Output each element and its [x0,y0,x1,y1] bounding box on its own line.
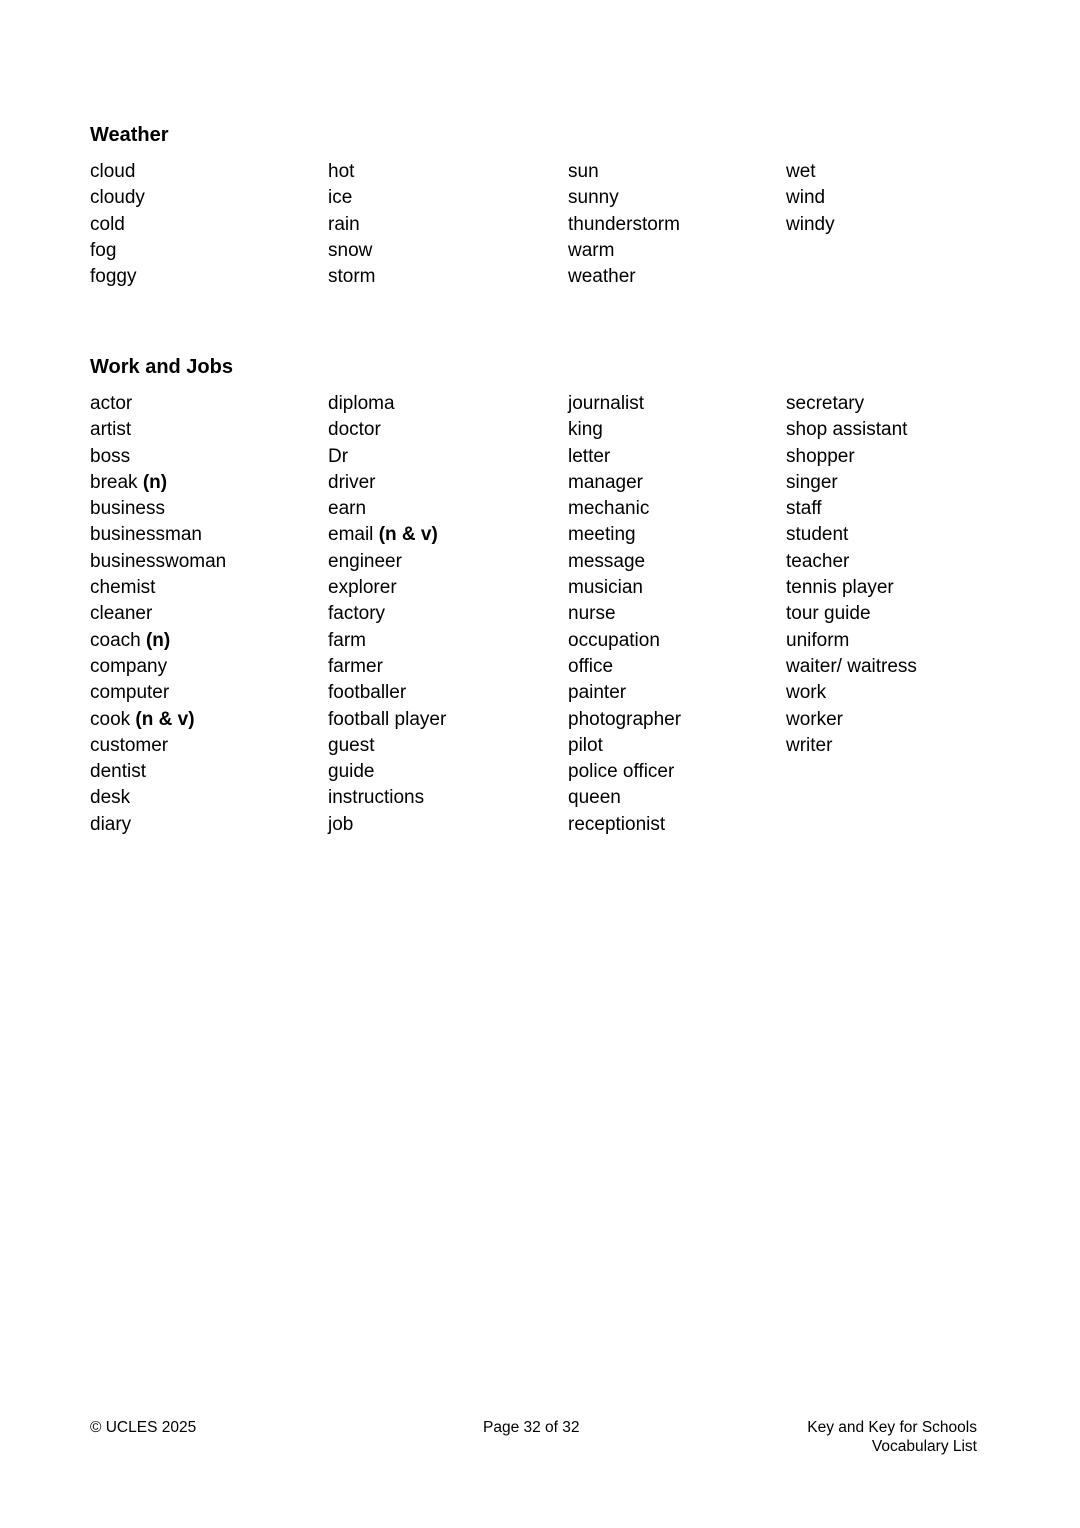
vocabulary-word: message [568,550,646,572]
vocabulary-word: pilot [568,734,603,756]
vocabulary-word: footballer [328,682,407,704]
part-of-speech-marker: (n) [142,471,168,493]
vocabulary-word: farm [328,629,366,651]
vocabulary-word: fog [90,239,117,261]
vocabulary-word: coach (n) [90,629,171,651]
vocabulary-word: boss [90,445,131,467]
vocabulary-word: writer [786,734,833,756]
vocabulary-word: snow [328,239,373,261]
vocabulary-word: student [786,524,849,546]
vocabulary-word: businessman [90,524,202,546]
section-title-weather: Weather [90,124,169,146]
footer-document-title-line-2: Vocabulary List [871,1438,977,1455]
vocabulary-word: sun [568,161,599,182]
vocabulary-word: musician [568,577,643,599]
vocabulary-word: email (n & v) [328,524,438,546]
vocabulary-word: business [90,498,165,520]
vocabulary-word: job [328,813,354,835]
footer-document-title-line-1: Key and Key for Schools [807,1419,977,1436]
vocabulary-word: mechanic [568,498,650,520]
vocabulary-word: customer [90,734,169,756]
vocabulary-word: teacher [786,550,850,572]
vocabulary-word: farmer [328,655,383,677]
footer-page-number: Page 32 of 32 [483,1419,580,1436]
vocabulary-word: sunny [568,187,619,209]
vocabulary-word: businesswoman [90,550,227,572]
vocabulary-word: tour guide [786,603,871,625]
vocabulary-word: wind [786,187,826,209]
vocabulary-word: worker [786,708,844,730]
vocabulary-word: factory [328,603,386,625]
vocabulary-word: shopper [786,445,855,467]
section-work-and-jobs [90,354,990,835]
vocabulary-word: weather [568,266,636,288]
vocabulary-word: queen [568,787,621,809]
vocabulary-word: cloudy [90,187,145,209]
vocabulary-word: shop assistant [786,419,908,441]
vocabulary-word: warm [568,239,615,261]
word-grid-work-and-jobs [90,391,990,835]
vocabulary-word: diploma [328,393,395,414]
vocabulary-word: police officer [568,761,675,783]
word-column-3 [568,159,680,290]
vocabulary-word: computer [90,682,170,704]
vocabulary-word: nurse [568,603,616,625]
vocabulary-word: secretary [786,393,865,414]
vocabulary-word: meeting [568,524,636,546]
vocabulary-word: king [568,419,603,441]
vocabulary-word: cleaner [90,603,153,625]
vocabulary-word: cold [90,213,125,235]
word-column-1 [90,159,145,290]
vocabulary-word: office [568,655,614,677]
vocabulary-word: thunderstorm [568,213,680,235]
part-of-speech-marker: (n) [145,629,171,651]
vocabulary-word: explorer [328,577,397,599]
vocabulary-word: work [786,682,827,704]
vocabulary-word: earn [328,498,367,520]
word-column-2 [328,159,376,290]
footer-document-title [807,1418,977,1456]
vocabulary-word: occupation [568,629,660,651]
vocabulary-word: tennis player [786,577,894,599]
vocabulary-word: guest [328,734,375,756]
word-column-2 [328,391,446,838]
vocabulary-word: hot [328,161,355,182]
vocabulary-word: guide [328,761,375,783]
vocabulary-word: engineer [328,550,402,572]
vocabulary-word: dentist [90,761,146,783]
word-column-4 [786,391,917,759]
vocabulary-word: actor [90,393,133,414]
part-of-speech-marker: (n & v) [135,708,195,730]
vocabulary-word: painter [568,682,627,704]
vocabulary-word: diary [90,813,132,835]
vocabulary-word: staff [786,498,822,520]
vocabulary-word: waiter/ waitress [786,655,917,677]
vocabulary-word: letter [568,445,611,467]
vocabulary-word: instructions [328,787,425,809]
vocabulary-word: journalist [568,393,645,414]
section-title-work-and-jobs: Work and Jobs [90,356,233,378]
word-column-4 [786,159,835,238]
vocabulary-word: wet [786,161,816,182]
vocabulary-word: uniform [786,629,850,651]
vocabulary-word: company [90,655,168,677]
vocabulary-word: foggy [90,266,137,288]
vocabulary-word: break (n) [90,471,168,493]
vocabulary-word: windy [786,213,835,235]
vocabulary-word: photographer [568,708,682,730]
vocabulary-word: rain [328,213,360,235]
vocabulary-word: artist [90,419,132,441]
vocabulary-word: desk [90,787,131,809]
vocabulary-word: receptionist [568,813,666,835]
vocabulary-word: ice [328,187,353,209]
vocabulary-word: football player [328,708,447,730]
part-of-speech-marker: (n & v) [378,524,438,546]
vocabulary-word: doctor [328,419,381,441]
vocabulary-word: Dr [328,445,349,467]
word-column-3 [568,391,681,838]
vocabulary-word: manager [568,471,643,493]
vocabulary-word: cook (n & v) [90,708,195,730]
vocabulary-word: singer [786,471,838,493]
vocabulary-word: storm [328,266,376,288]
vocabulary-word: chemist [90,577,156,599]
vocabulary-word: driver [328,471,376,493]
word-column-1 [90,391,226,838]
vocabulary-word: cloud [90,161,136,182]
footer-copyright: © UCLES 2025 [90,1419,197,1436]
